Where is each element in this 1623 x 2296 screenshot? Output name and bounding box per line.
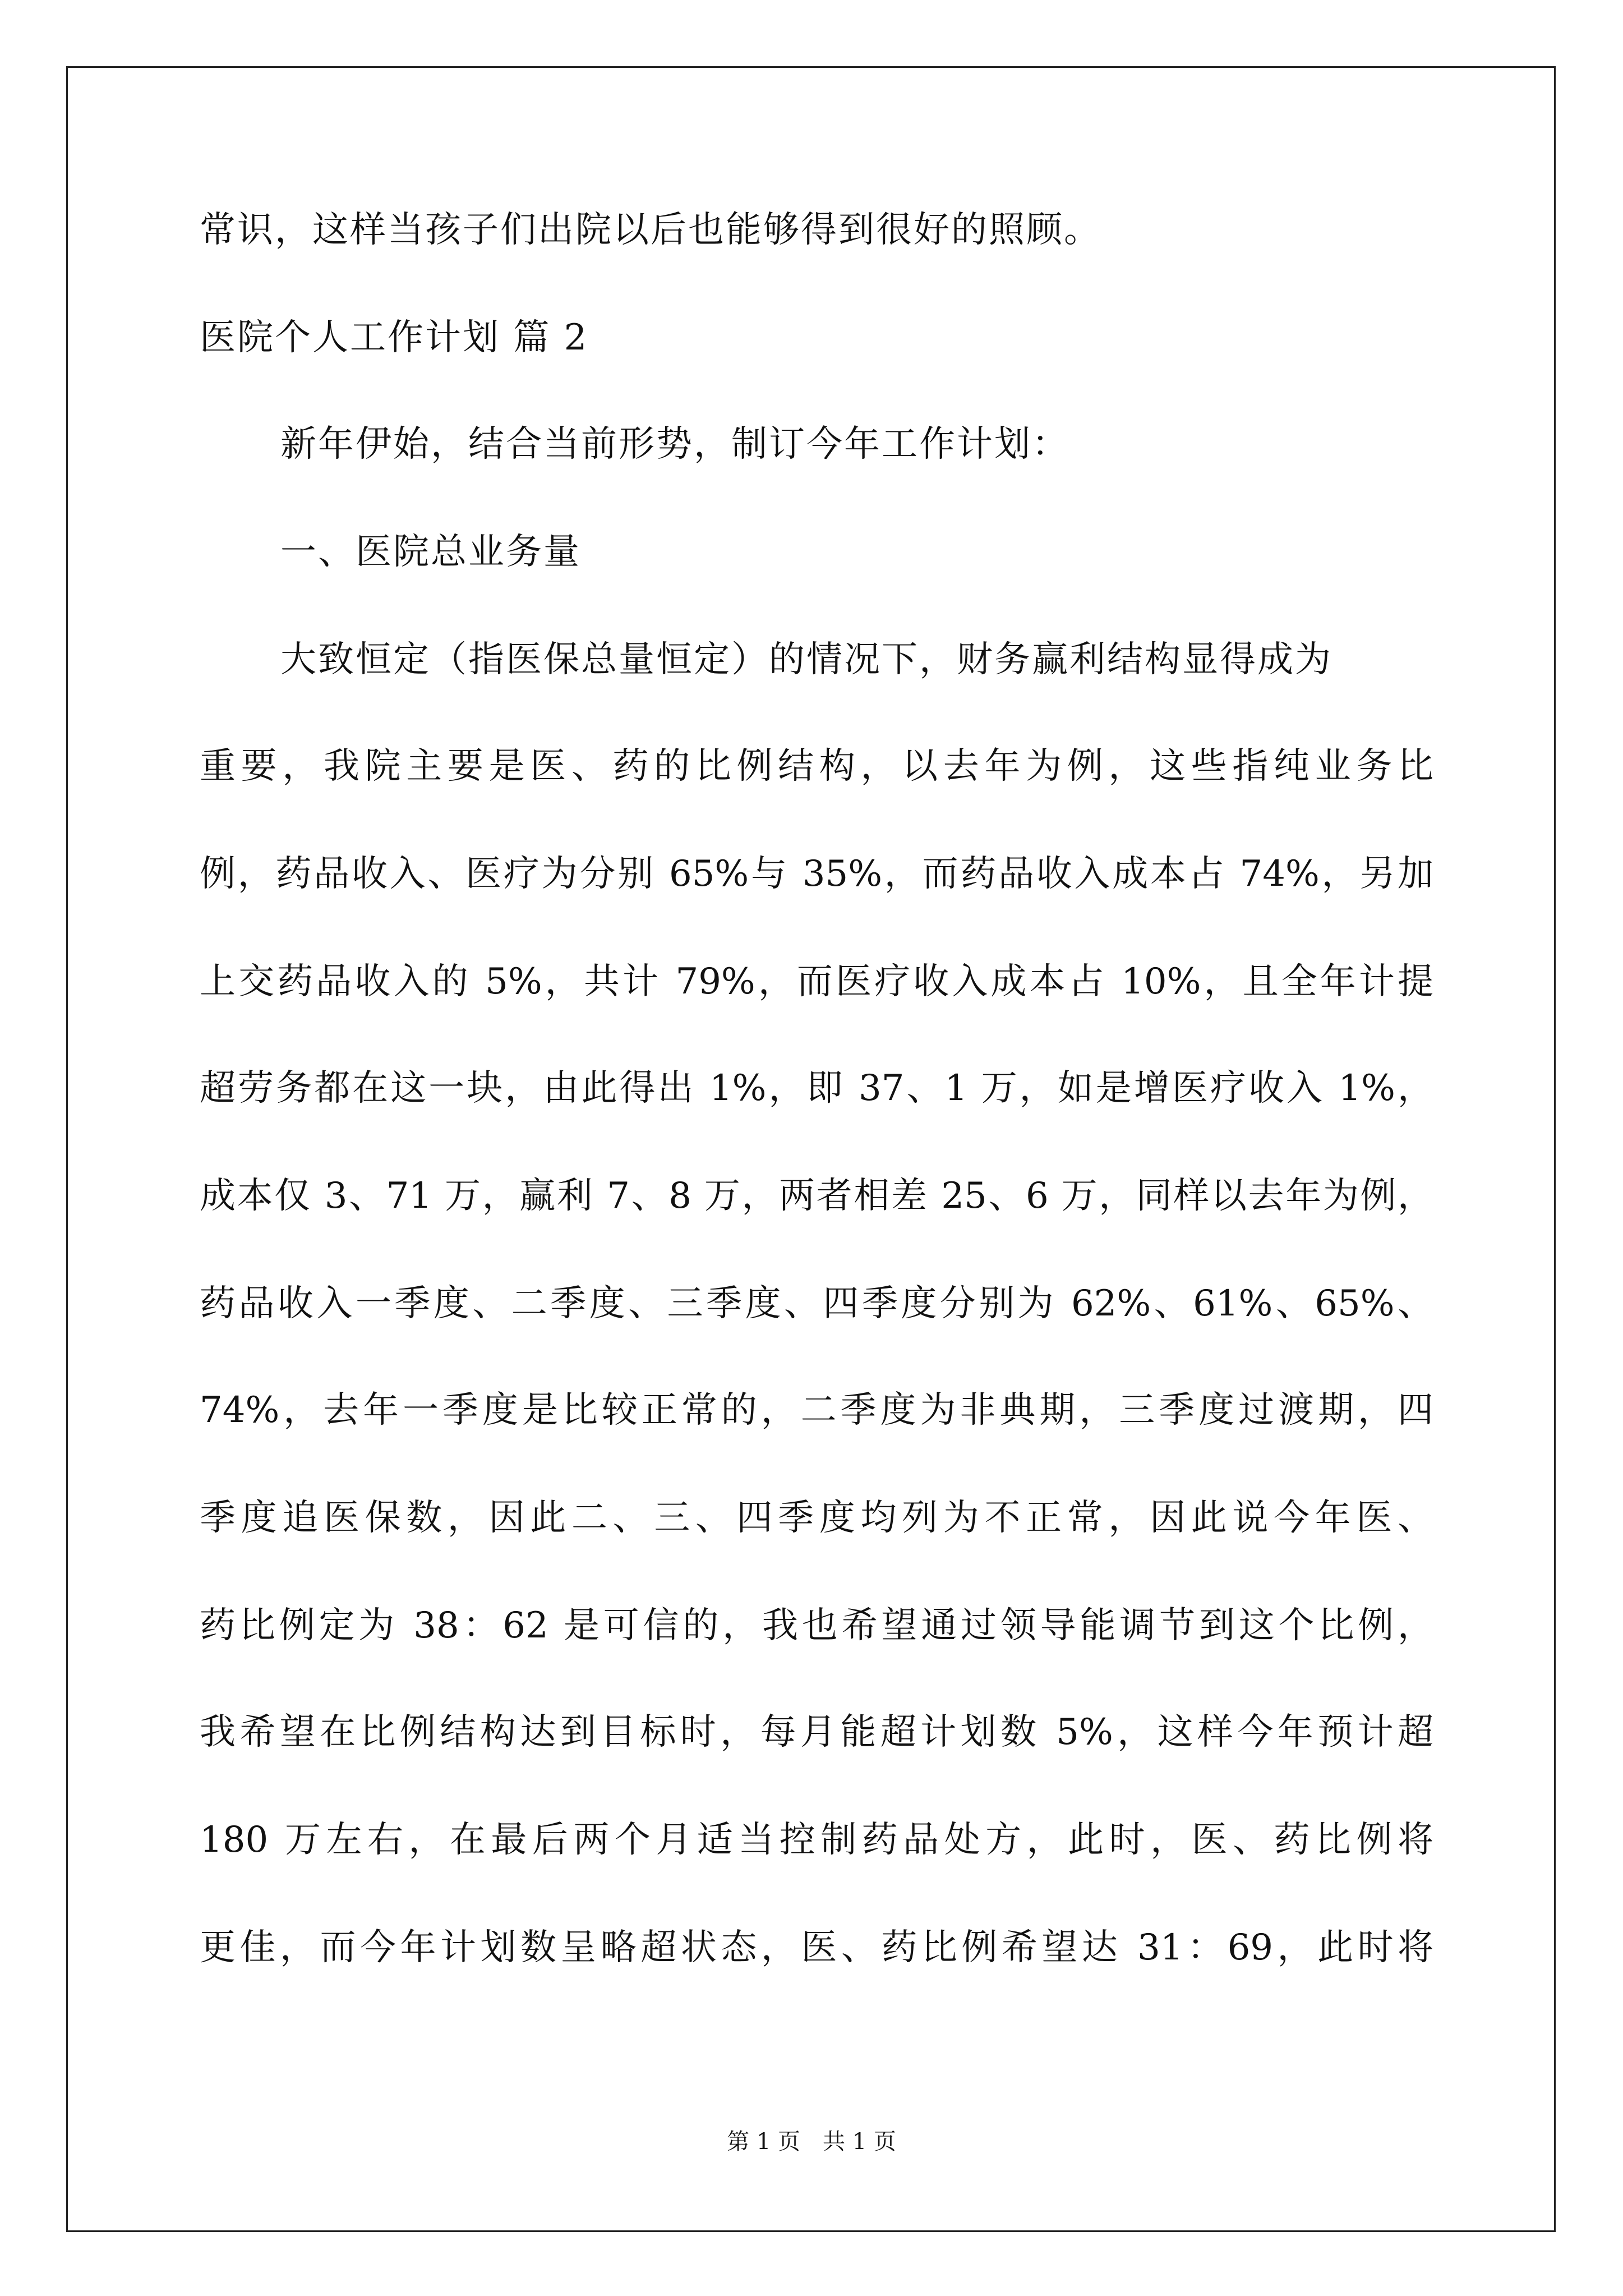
page-number: 第 1 页 [727, 2129, 800, 2155]
page-border [66, 66, 1556, 2232]
body-line: 上交药品收入的 5%，共计 79%，而医疗收入成本占 10%，且全年计提 [200, 961, 1433, 1002]
body-line: 常识，这样当孩子们出院以后也能够得到很好的照顾。 [200, 209, 1101, 251]
body-line: 74%，去年一季度是比较正常的，二季度为非典期，三季度过渡期，四 [200, 1389, 1433, 1431]
page-total: 共 1 页 [823, 2129, 896, 2155]
body-line: 重要，我院主要是医、药的比例结构，以去年为例，这些指纯业务比 [200, 746, 1433, 787]
body-line: 季度追医保数，因此二、三、四季度均列为不正常，因此说今年医、 [200, 1497, 1433, 1539]
section-heading: 医院个人工作计划 篇 2 [200, 317, 589, 358]
body-line: 超劳务都在这一块，由此得出 1%，即 37、1 万，如是增医疗收入 1%， [200, 1068, 1433, 1109]
body-line: 成本仅 3、71 万，赢利 7、8 万，两者相差 25、6 万，同样以去年为例， [200, 1175, 1433, 1217]
page-footer [0, 2125, 1623, 2159]
body-line: 新年伊始，结合当前形势，制订今年工作计划： [280, 424, 1069, 465]
body-line: 药比例定为 38：62 是可信的，我也希望通过领导能调节到这个比例， [200, 1605, 1433, 1646]
body-line: 我希望在比例结构达到目标时，每月能超计划数 5%，这样今年预计超 [200, 1711, 1433, 1753]
body-line: 更佳，而今年计划数呈略超状态，医、药比例希望达 31：69，此时将 [200, 1927, 1433, 1968]
body-line: 大致恒定（指医保总量恒定）的情况下，财务赢利结构显得成为 [280, 639, 1332, 680]
body-line: 例，药品收入、医疗为分别 65%与 35%，而药品收入成本占 74%，另加 [200, 853, 1433, 895]
subsection-heading: 一、医院总业务量 [280, 531, 581, 573]
body-line: 药品收入一季度、二季度、三季度、四季度分别为 62%、61%、65%、 [200, 1283, 1433, 1324]
body-line: 180 万左右，在最后两个月适当控制药品处方，此时，医、药比例将 [200, 1819, 1433, 1861]
